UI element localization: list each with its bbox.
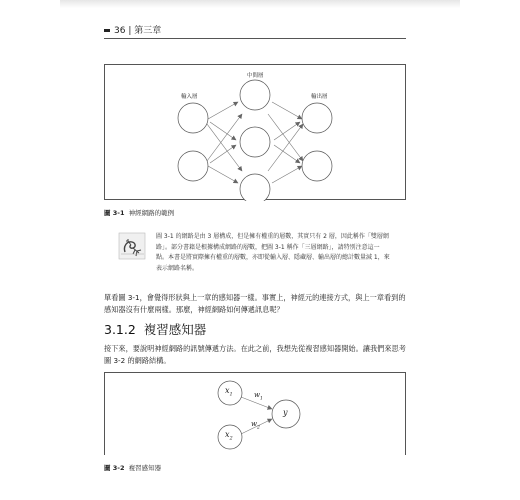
caption2-label: 圖 3-2 xyxy=(104,464,125,472)
caption2-text: 複習感知器 xyxy=(128,464,162,472)
caption-text: 神經網路的範例 xyxy=(128,209,175,217)
figure-3-1 xyxy=(104,64,406,200)
header-separator: | xyxy=(128,26,132,36)
scorpion-icon xyxy=(118,232,146,260)
page-header xyxy=(104,20,406,39)
output-node-1 xyxy=(302,103,332,133)
hidden-layer-label: 中間層 xyxy=(247,73,264,79)
page-number: 36 xyxy=(114,26,126,36)
figure-3-1-caption xyxy=(104,208,174,217)
paragraph-1: 單看圖 3-1，會覺得形狀與上一章的感知器一樣。事實上，神經元的連接方式，與上一章看到的感知器沒有什麼兩樣。那麼，神經網路如何傳遞訊息呢？ xyxy=(104,293,406,314)
caption-label: 圖 3-1 xyxy=(104,209,125,217)
perceptron-diagram xyxy=(105,373,407,456)
label-x2: $x_2$ xyxy=(225,430,233,442)
label-y: y xyxy=(283,408,288,417)
output-layer-label: 輸出層 xyxy=(311,94,328,100)
page-top-shadow xyxy=(60,0,460,8)
section-title: 複習感知器 xyxy=(143,322,207,337)
input-node-2 xyxy=(178,151,208,181)
chapter-title: 第三章 xyxy=(134,26,162,36)
paragraph-2: 接下來，要說明神經網路的訊號傳遞方法。在此之前，我想先從複習感知器開始。讓我們來思考圖 3-2 的網路結構。 xyxy=(104,344,406,365)
input-layer-label: 輸入層 xyxy=(181,94,198,100)
neural-network-diagram xyxy=(105,65,407,201)
header-mark xyxy=(104,29,110,32)
note-block xyxy=(118,232,388,282)
label-w1: $w_1$ xyxy=(254,391,263,402)
label-x1: $x_1$ xyxy=(225,386,233,398)
hidden-node-1 xyxy=(240,80,270,110)
hidden-node-2 xyxy=(240,127,270,157)
output-node-2 xyxy=(302,151,332,181)
section-heading xyxy=(104,320,206,338)
figure-3-2 xyxy=(104,372,406,455)
hidden-node-3 xyxy=(240,174,270,201)
nodes xyxy=(178,80,332,201)
header-text xyxy=(114,23,161,36)
input-node-1 xyxy=(178,103,208,133)
label-w2: $w_2$ xyxy=(251,420,260,431)
figure-3-2-caption xyxy=(104,463,161,472)
section-number: 3.1.2 xyxy=(104,322,136,337)
note-text: 圖 3-1 的網路是由 3 層構成，但是擁有權重的層數，其實只有 2 層，因此稱作「雙層網路」。部分書籍是根據構成網路的層數，把圖 3-1 稱作「三層網路」，請特別注意這一點。本書是將實際擁有權重的層數，亦即從輸入層、隱藏層、輸出層的總計數量減 1，來表示網路名稱。 xyxy=(156,233,390,272)
